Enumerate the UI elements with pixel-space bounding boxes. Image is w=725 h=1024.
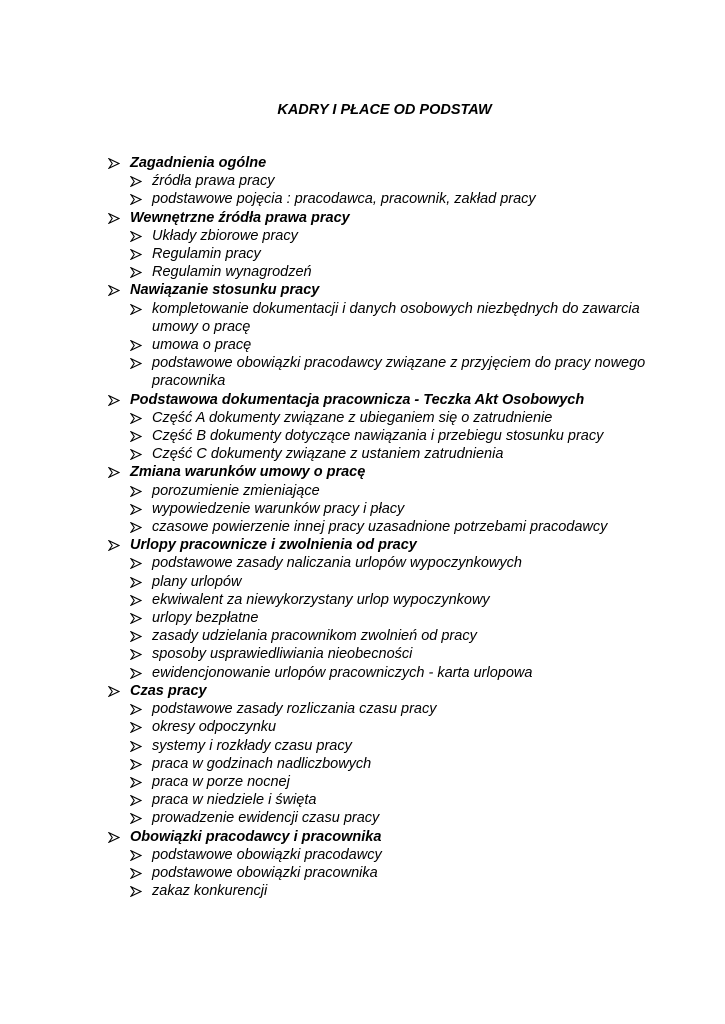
list-item	[130, 718, 668, 736]
section-heading-row	[108, 463, 668, 481]
list-item-text: podstawowe obowiązki pracownika	[152, 864, 378, 881]
section-heading: Wewnętrzne źródła prawa pracy	[130, 209, 350, 226]
section-heading-row	[108, 209, 668, 227]
section-heading-row	[108, 682, 668, 700]
arrow-bullet-icon	[130, 245, 152, 260]
section-heading: Nawiązanie stosunku pracy	[130, 282, 320, 299]
list-item	[130, 864, 668, 882]
list-item	[130, 409, 668, 427]
section-subitems	[108, 700, 668, 827]
list-item	[130, 554, 668, 572]
list-item-text: źródła prawa pracy	[152, 173, 275, 190]
arrow-bullet-icon	[130, 263, 152, 278]
list-item-text: zakaz konkurencji	[152, 883, 268, 900]
list-item-text: Część B dokumenty dotyczące nawiązania i przebiegu stosunku pracy	[152, 428, 604, 445]
arrow-bullet-icon	[130, 227, 152, 242]
list-item	[130, 300, 668, 336]
arrow-bullet-icon	[130, 864, 152, 879]
list-item	[130, 609, 668, 627]
section-heading: Podstawowa dokumentacja pracownicza - Teczka Akt Osobowych	[130, 391, 585, 408]
arrow-bullet-icon	[108, 828, 130, 843]
list-item-text: ekwiwalent za niewykorzystany urlop wypoczynkowy	[152, 591, 490, 608]
list-item	[130, 573, 668, 591]
list-item-text: kompletowanie dokumentacji i danych osobowych niezbędnych do zawarcia umowy o pracę	[152, 300, 640, 335]
list-item-text: wypowiedzenie warunków pracy i płacy	[152, 500, 405, 517]
arrow-bullet-icon	[130, 645, 152, 660]
list-item	[130, 445, 668, 463]
list-item	[130, 172, 668, 190]
arrow-bullet-icon	[130, 336, 152, 351]
list-item	[130, 882, 668, 900]
list-item-text: podstawowe obowiązki pracodawcy związane z przyjęciem do pracy nowego pracownika	[152, 355, 646, 390]
section-subitems	[108, 227, 668, 282]
list-item-text: Część A dokumenty związane z ubieganiem się o zatrudnienie	[152, 409, 553, 426]
outline-section	[108, 536, 668, 682]
arrow-bullet-icon	[130, 737, 152, 752]
arrow-bullet-icon	[108, 463, 130, 478]
list-item	[130, 591, 668, 609]
outline-section	[108, 391, 668, 464]
arrow-bullet-icon	[130, 300, 152, 315]
list-item-text: ewidencjonowanie urlopów pracowniczych - karta urlopowa	[152, 664, 533, 681]
arrow-bullet-icon	[130, 190, 152, 205]
arrow-bullet-icon	[130, 664, 152, 679]
outline-section	[108, 281, 668, 390]
list-item-text: Regulamin wynagrodzeń	[152, 264, 312, 281]
list-item	[130, 737, 668, 755]
list-item	[130, 245, 668, 263]
arrow-bullet-icon	[108, 391, 130, 406]
arrow-bullet-icon	[130, 445, 152, 460]
list-item	[130, 755, 668, 773]
list-item-text: plany urlopów	[152, 573, 242, 590]
arrow-bullet-icon	[130, 573, 152, 588]
outline-section	[108, 209, 668, 282]
list-item	[130, 190, 668, 208]
list-item-text: czasowe powierzenie innej pracy uzasadnione potrzebami pracodawcy	[152, 519, 608, 536]
section-heading: Urlopy pracownicze i zwolnienia od pracy	[130, 537, 417, 554]
arrow-bullet-icon	[130, 172, 152, 187]
section-subitems	[108, 172, 668, 208]
list-item-text: okresy odpoczynku	[152, 719, 277, 736]
arrow-bullet-icon	[108, 682, 130, 697]
arrow-bullet-icon	[130, 554, 152, 569]
list-item	[130, 518, 668, 536]
section-heading: Zagadnienia ogólne	[130, 155, 267, 171]
section-heading: Zmiana warunków umowy o pracę	[130, 464, 366, 481]
list-item-text: sposoby usprawiedliwiania nieobecności	[152, 646, 413, 663]
outline-section	[108, 154, 668, 209]
list-item	[130, 700, 668, 718]
arrow-bullet-icon	[108, 536, 130, 551]
arrow-bullet-icon	[130, 791, 152, 806]
arrow-bullet-icon	[130, 482, 152, 497]
list-item	[130, 354, 668, 390]
list-item	[130, 664, 668, 682]
list-item-text: praca w porze nocnej	[152, 773, 290, 790]
arrow-bullet-icon	[130, 609, 152, 624]
section-heading-row	[108, 536, 668, 554]
section-heading: Czas pracy	[130, 682, 207, 699]
list-item	[130, 427, 668, 445]
arrow-bullet-icon	[108, 281, 130, 296]
section-heading-row	[108, 391, 668, 409]
section-subitems	[108, 554, 668, 681]
outline-section	[108, 463, 668, 536]
list-item-text: praca w godzinach nadliczbowych	[152, 755, 372, 772]
arrow-bullet-icon	[130, 718, 152, 733]
arrow-bullet-icon	[130, 591, 152, 606]
arrow-bullet-icon	[130, 354, 152, 369]
list-item	[130, 809, 668, 827]
section-subitems	[108, 300, 668, 391]
list-item	[130, 773, 668, 791]
list-item-text: podstawowe zasady naliczania urlopów wypoczynkowych	[152, 555, 522, 572]
arrow-bullet-icon	[130, 518, 152, 533]
arrow-bullet-icon	[130, 500, 152, 515]
list-item-text: prowadzenie ewidencji czasu pracy	[152, 810, 380, 827]
section-subitems	[108, 846, 668, 901]
list-item-text: urlopy bezpłatne	[152, 610, 259, 627]
list-item-text: praca w niedziele i święta	[152, 792, 317, 809]
list-item-text: umowa o pracę	[152, 337, 252, 354]
arrow-bullet-icon	[108, 209, 130, 224]
arrow-bullet-icon	[130, 427, 152, 442]
list-item	[130, 482, 668, 500]
arrow-bullet-icon	[130, 700, 152, 715]
list-item-text: Układy zbiorowe pracy	[152, 227, 298, 244]
arrow-bullet-icon	[130, 846, 152, 861]
list-item-text: Część C dokumenty związane z ustaniem zatrudnienia	[152, 446, 504, 463]
list-item-text: podstawowe pojęcia : pracodawca, pracownik, zakład pracy	[152, 191, 536, 208]
list-item	[130, 791, 668, 809]
document-title: KADRY I PŁACE OD PODSTAW	[277, 102, 492, 118]
outline-section	[108, 828, 668, 901]
arrow-bullet-icon	[108, 154, 130, 169]
list-item-text: systemy i rozkłady czasu pracy	[152, 737, 352, 754]
arrow-bullet-icon	[130, 773, 152, 788]
arrow-bullet-icon	[130, 882, 152, 897]
section-subitems	[108, 482, 668, 537]
arrow-bullet-icon	[130, 755, 152, 770]
list-item-text: porozumienie zmieniające	[152, 482, 320, 499]
section-heading-row	[108, 154, 668, 172]
list-item	[130, 336, 668, 354]
list-item	[130, 500, 668, 518]
list-item	[130, 627, 668, 645]
arrow-bullet-icon	[130, 627, 152, 642]
list-item	[130, 846, 668, 864]
list-item-text: podstawowe zasady rozliczania czasu pracy	[152, 701, 437, 718]
outline-section	[108, 682, 668, 828]
section-subitems	[108, 409, 668, 464]
arrow-bullet-icon	[130, 809, 152, 824]
section-heading-row	[108, 281, 668, 299]
list-item-text: podstawowe obowiązki pracodawcy	[152, 846, 382, 863]
list-item	[130, 227, 668, 245]
section-heading: Obowiązki pracodawcy i pracownika	[130, 828, 382, 845]
section-heading-row	[108, 828, 668, 846]
topic-outline	[108, 154, 668, 900]
list-item-text: Regulamin pracy	[152, 246, 261, 263]
arrow-bullet-icon	[130, 409, 152, 424]
list-item	[130, 263, 668, 281]
list-item	[130, 645, 668, 663]
list-item-text: zasady udzielania pracownikom zwolnień od pracy	[152, 628, 477, 645]
